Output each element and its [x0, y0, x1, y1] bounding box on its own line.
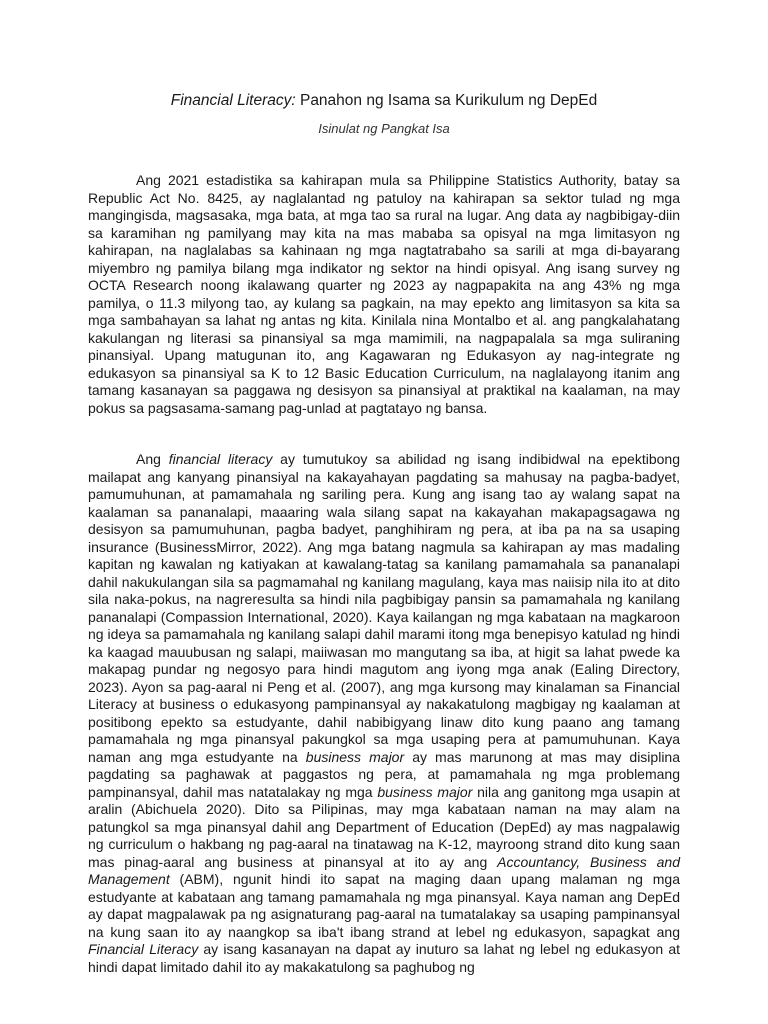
title-emphasis: Financial Literacy:: [170, 92, 296, 109]
p2-emphasis-3: business major: [377, 783, 473, 800]
p2-text-4: nila ang ganitong mga usapin at aralin (Abichuela 2020). Dito sa Pilipinas, may mga kabataan naman na may alam na patungkol sa mga pinansyal dahil ang Department of Education (DepEd) ay mas nagpalawig ng curriculum o hakbang ng pag-aaral na tinatawag na K-12, mayroong strand dito kung saan mas pinag-aaral ang business at pinansyal at ito ay ang: [88, 783, 680, 870]
p2-emphasis-2: business major: [305, 748, 405, 765]
p2-emphasis-5: Financial Literacy: [88, 941, 199, 957]
author-line: Isinulat ng Pangkat Isa: [318, 121, 450, 136]
p2-text-6: ay isang kasanayan na dapat ay inuturo sa lahat ng lebel ng edukasyon at hindi dapat limitado dahil ito ay makakatulong sa paghubog ng: [88, 941, 680, 975]
title-rest: Panahon ng Isama sa Kurikulum ng DepEd: [295, 92, 598, 109]
p2-text-3: ay mas marunong at mas may disiplina pagdating sa paghawak at paggastos ng pera, at pamamahala ng mga problemang pampinansyal, dahil mas natatalakay ng mga: [88, 748, 680, 800]
p2-emphasis-1: financial literacy: [168, 451, 273, 467]
paragraph-1: Ang 2021 estadistika sa kahirapan mula sa Philippine Statistics Authority, batay sa Republic Act No. 8425, ay naglalantad ng patuloy na kahirapan sa sektor tulad ng mga mangingisda, magsasaka, mga bata, at mga tao sa rural na lugar. Ang data ay nagbibigay-diin sa karamihan ng pamilyang may kita na mas mababa sa opisyal na mga limitasyon ng kahirapan, na naglalabas sa kahinaan ng mga nagtatrabaho sa sarili at mga di-bayarang miyembro ng pamilya bilang mga indikator ng sektor na hindi opisyal. Ang isang survey ng OCTA Research noong ikalawang quarter ng 2023 ay nagpapakita na ang 43% ng mga pamilya, o 11.3 milyong tao, ay kulang sa pagkain, na may epekto ang limitasyon sa kita sa mga sambahayan sa lahat ng antas ng kita. Kinilala nina Montalbo et al. ang pangkalahatang kakulangan ng literasi sa pinansiyal sa mga mamimili, na nagpapalala sa mga suliraning pinansiyal. Upang matugunan ito, ang Kagawaran ng Edukasyon ay nag-integrate ng edukasyon sa pinansiyal sa K to 12 Basic Education Curriculum, na naglalayong itanim ang tamang kasanayan sa paggawa ng desisyon sa pinansiyal at praktikal na kaalaman, na may pokus sa pagsasama-samang pag-unlad at pagtatayo ng bansa.: [88, 172, 680, 416]
p2-text-2: ay tumutukoy sa abilidad ng isang indibidwal na epektibong mailapat ang kanyang pinansiyal na kakayahayan pagdating sa mahusay na pagba-badyet, pamumuhunan, at pamamahala ng sariling pera. Kung ang isang tao ay walang sapat na kaalaman sa pananalapi, maaaring wala silang sapat na kakayahan makapagsagawa ng desisyon sa pamumuhunan, pagba badyet, panghihiram ng pera, at iba pa na sa usaping insurance (BusinessMirror, 2022). Ang mga batang nagmula sa kahirapan ay mas madaling kapitan ng kawalan ng katiyakan at kawalang-tatag sa kanilang pamamahala sa pananalapi dahil nakukulangan sila sa pagmamahal ng kanilang magulang, kaya mas naiisip nila ito at dito sila naka-pokus, na nagreresulta sa hindi nila pagbibigay pansin sa pamamahala ng kanilang pananalapi (Compassion International, 2020). Kaya kailangan ng mga kabataan na magkaroon ng ideya sa pamamahala ng kanilang salapi dahil marami itong mga benepisyo katulad ng hindi ka kaagad mauubusan ng salapi, maiiwasan mo mangutang sa iba, at higit sa lahat pwede ka makapag pundar ng negosyo para hindi magutom ang iyong mga anak (Ealing Directory, 2023). Ayon sa pag-aaral ni Peng et al. (2007), ang mga kursong may kinalaman sa Financial Literacy at business o edukasyong pampinansyal ay nakakatulong magbigay ng kaalaman at positibong epekto sa estudyante, dahil nabibigyang linaw dito kung paano ang tamang pamamahala ng mga pinansyal pakungkol sa mga usaping pera at pamumuhunan. Kaya naman ang mga estudyante na: [88, 451, 680, 765]
paragraph-2: [88, 451, 680, 976]
document-title: [88, 90, 680, 112]
p2-emphasis-4: Accountancy, Business and Management: [88, 853, 680, 887]
p2-text-1: Ang: [136, 451, 169, 467]
p2-text-5: (ABM), ngunit hindi ito sapat na maging daan upang malaman ng mga estudyante at kabataan ang tamang pamamahala ng mga pinansyal. Kaya naman ang DepEd ay dapat magpalawak pa ng asignaturang pag-aaral na tumatalakay sa usaping pampinansyal na kung saan ito ay naangkop sa iba't ibang strand at lebel ng edukasyon, sapagkat ang: [88, 871, 680, 940]
